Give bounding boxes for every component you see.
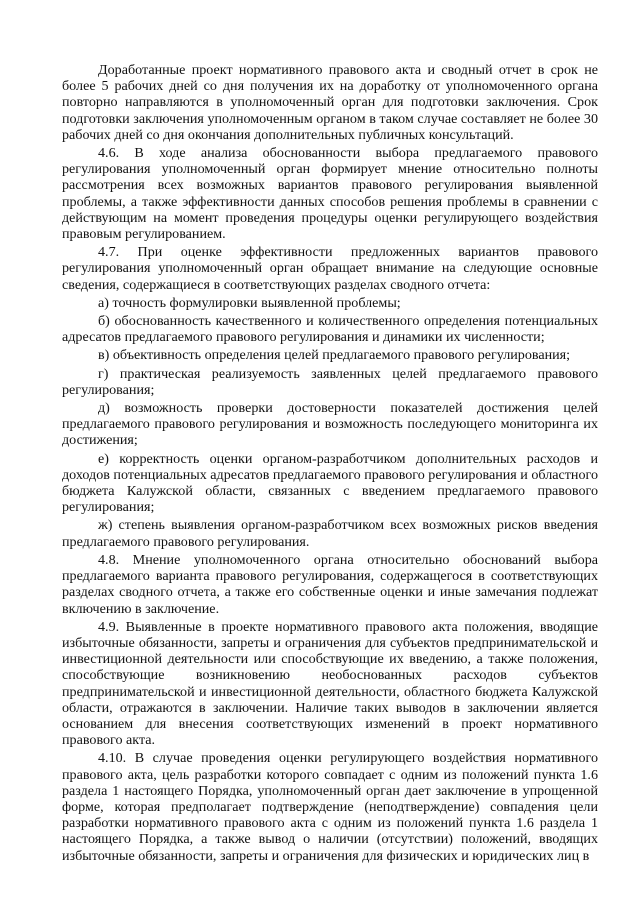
list-item-a: а) точность формулировки выявленной проблемы;	[98, 294, 401, 311]
paragraph-4-8: 4.8. Мнение уполномоченного органа относительно обоснований выбора предлагаемого варианта правового регулирования, содержащегося в соответствующих разделах сводного отчета, а также его собственные оценки и иные замечания подлежат включению в заключение.	[62, 551, 598, 617]
paragraph-4-6: 4.6. В ходе анализа обоснованности выбора предлагаемого правового регулирования уполномоченный орган формирует мнение относительно полноты рассмотрения всех возможных вариантов правового регулирования выявленной проблемы, а также эффективности данных способов решения проблемы в сравнении с действующим на момент проведения процедуры оценки регулирующего воздействия правовым регулированием.	[62, 145, 598, 243]
paragraph-revised-draft: Доработанные проект нормативного правового акта и сводный отчет в срок не более 5 рабочих дней со дня получения их на доработку от уполномоченного органа повторно направляются в уполномоченный орган для подготовки заключения. Срок подготовки заключения уполномоченным органом в таком случае составляет не более 30 рабочих дней со дня окончания дополнительных публичных консультаций.	[62, 62, 598, 143]
list-item-v: в) объективность определения целей предлагаемого правового регулирования;	[98, 347, 571, 364]
paragraph-4-10: 4.10. В случае проведения оценки регулирующего воздействия нормативного правового акта, цель разработки которого совпадает с одним из положений пункта 1.6 раздела 1 настоящего Порядка, уполномоченный орган дает заключение в упрощенной форме, которая предполагает подтверждение (неподтверждение) совпадения цели разработки нормативного правового акта с одним из положений пункта 1.6 раздела 1 настоящего Порядка, а также вывод о наличии (отсутствии) положений, вводящих избыточные обязанности, запреты и ограничения для физических и юридических лиц в	[62, 750, 598, 864]
paragraph-4-9: 4.9. Выявленные в проекте нормативного правового акта положения, вводящие избыточные обязанности, запреты и ограничения для субъектов предпринимательской и инвестиционной деятельности или способствующие их введению, а также положения, способствующие возникновению необоснованных расходов субъектов предпринимательской и инвестиционной деятельности, областного бюджета Калужской области, отражаются в заключении. Наличие таких выводов в заключении является основанием для внесения соответствующих изменений в проект нормативного правового акта.	[62, 618, 598, 749]
list-item-d: д) возможность проверки достоверности показателей достижения целей предлагаемого правового регулирования и возможность последующего мониторинга их достижения;	[62, 400, 598, 449]
list-item-e: е) корректность оценки органом-разработчиком дополнительных расходов и доходов потенциальных адресатов предлагаемого правового регулирования и областного бюджета Калужской области, связанных с введением предлагаемого правового регулирования;	[62, 450, 599, 516]
paragraph-4-7: 4.7. При оценке эффективности предложенных вариантов правового регулирования уполномоченный орган обращает внимание на следующие основные сведения, содержащиеся в соответствующих разделах сводного отчета:	[62, 244, 598, 293]
document-page	[62, 62, 598, 866]
list-item-g: г) практическая реализуемость заявленных целей предлагаемого правового регулирования;	[62, 365, 598, 398]
list-item-b: б) обоснованность качественного и количественного определения потенциальных адресатов предлагаемого правового регулирования и динамики их численности;	[62, 313, 598, 346]
list-item-zh: ж) степень выявления органом-разработчиком всех возможных рисков введения предлагаемого правового регулирования.	[62, 517, 598, 550]
